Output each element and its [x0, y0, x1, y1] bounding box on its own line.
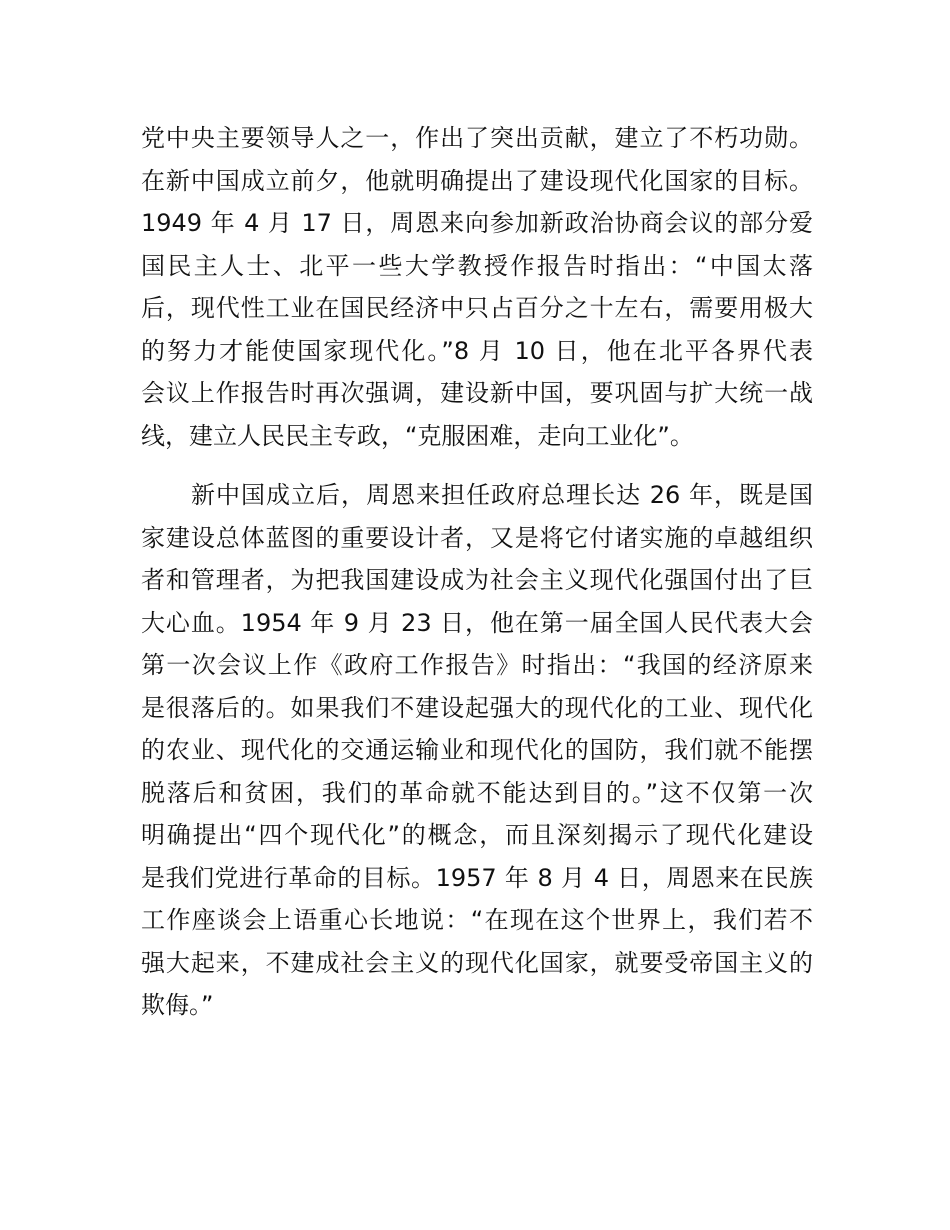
paragraph-line: 国民主人士、北平一些大学教授作报告时指出：“中国太落: [141, 251, 813, 280]
paragraph-line: 大心血。1954 年 9 月 23 日，他在第一届全国人民代表大会: [141, 608, 813, 637]
paragraph-line: 明确提出“四个现代化”的概念，而且深刻揭示了现代化建设: [141, 821, 813, 849]
paragraph-line: 的农业、现代化的交通运输业和现代化的国防，我们就不能摆: [141, 736, 813, 764]
paragraph-line: 欺侮。”: [141, 991, 214, 1019]
paragraph-line: 工作座谈会上语重心长地说：“在现在这个世界上，我们若不: [141, 906, 813, 934]
paragraph-line: 在新中国成立前夕，他就明确提出了建设现代化国家的目标。: [141, 166, 813, 195]
paragraph-line: 脱落后和贫困，我们的革命就不能达到目的。”这不仅第一次: [141, 778, 813, 807]
paragraph-line: 后，现代性工业在国民经济中只占百分之十左右，需要用极大: [141, 294, 813, 322]
paragraph-1: [141, 117, 813, 457]
paragraph-line: 家建设总体蓝图的重要设计者，又是将它付诸实施的卓越组织: [141, 523, 813, 552]
paragraph-line: 第一次会议上作《政府工作报告》时指出：“我国的经济原来: [141, 651, 813, 679]
paragraph-2: [141, 474, 813, 1027]
paragraph-line: 是很落后的。如果我们不建设起强大的现代化的工业、现代化: [141, 693, 813, 722]
paragraph-line: 强大起来，不建成社会主义的现代化国家，就要受帝国主义的: [141, 948, 813, 977]
paragraph-line: 会议上作报告时再次强调，建设新中国，要巩固与扩大统一战: [141, 379, 813, 407]
paragraph-line: 的努力才能使国家现代化。”8 月 10 日，他在北平各界代表: [141, 336, 813, 365]
paragraph-line: 是我们党进行革命的目标。1957 年 8 月 4 日，周恩来在民族: [141, 863, 813, 892]
paragraph-line: 新中国成立后，周恩来担任政府总理长达 26 年，既是国: [141, 481, 813, 509]
paragraph-line: 线，建立人民民主专政，“克服困难，走向工业化”。: [141, 421, 694, 450]
paragraph-line: 党中央主要领导人之一，作出了突出贡献，建立了不朽功勋。: [141, 124, 813, 152]
paragraph-line: 1949 年 4 月 17 日，周恩来向参加新政治协商会议的部分爱: [141, 209, 813, 237]
paragraph-line: 者和管理者，为把我国建设成为社会主义现代化强国付出了巨: [141, 566, 813, 594]
